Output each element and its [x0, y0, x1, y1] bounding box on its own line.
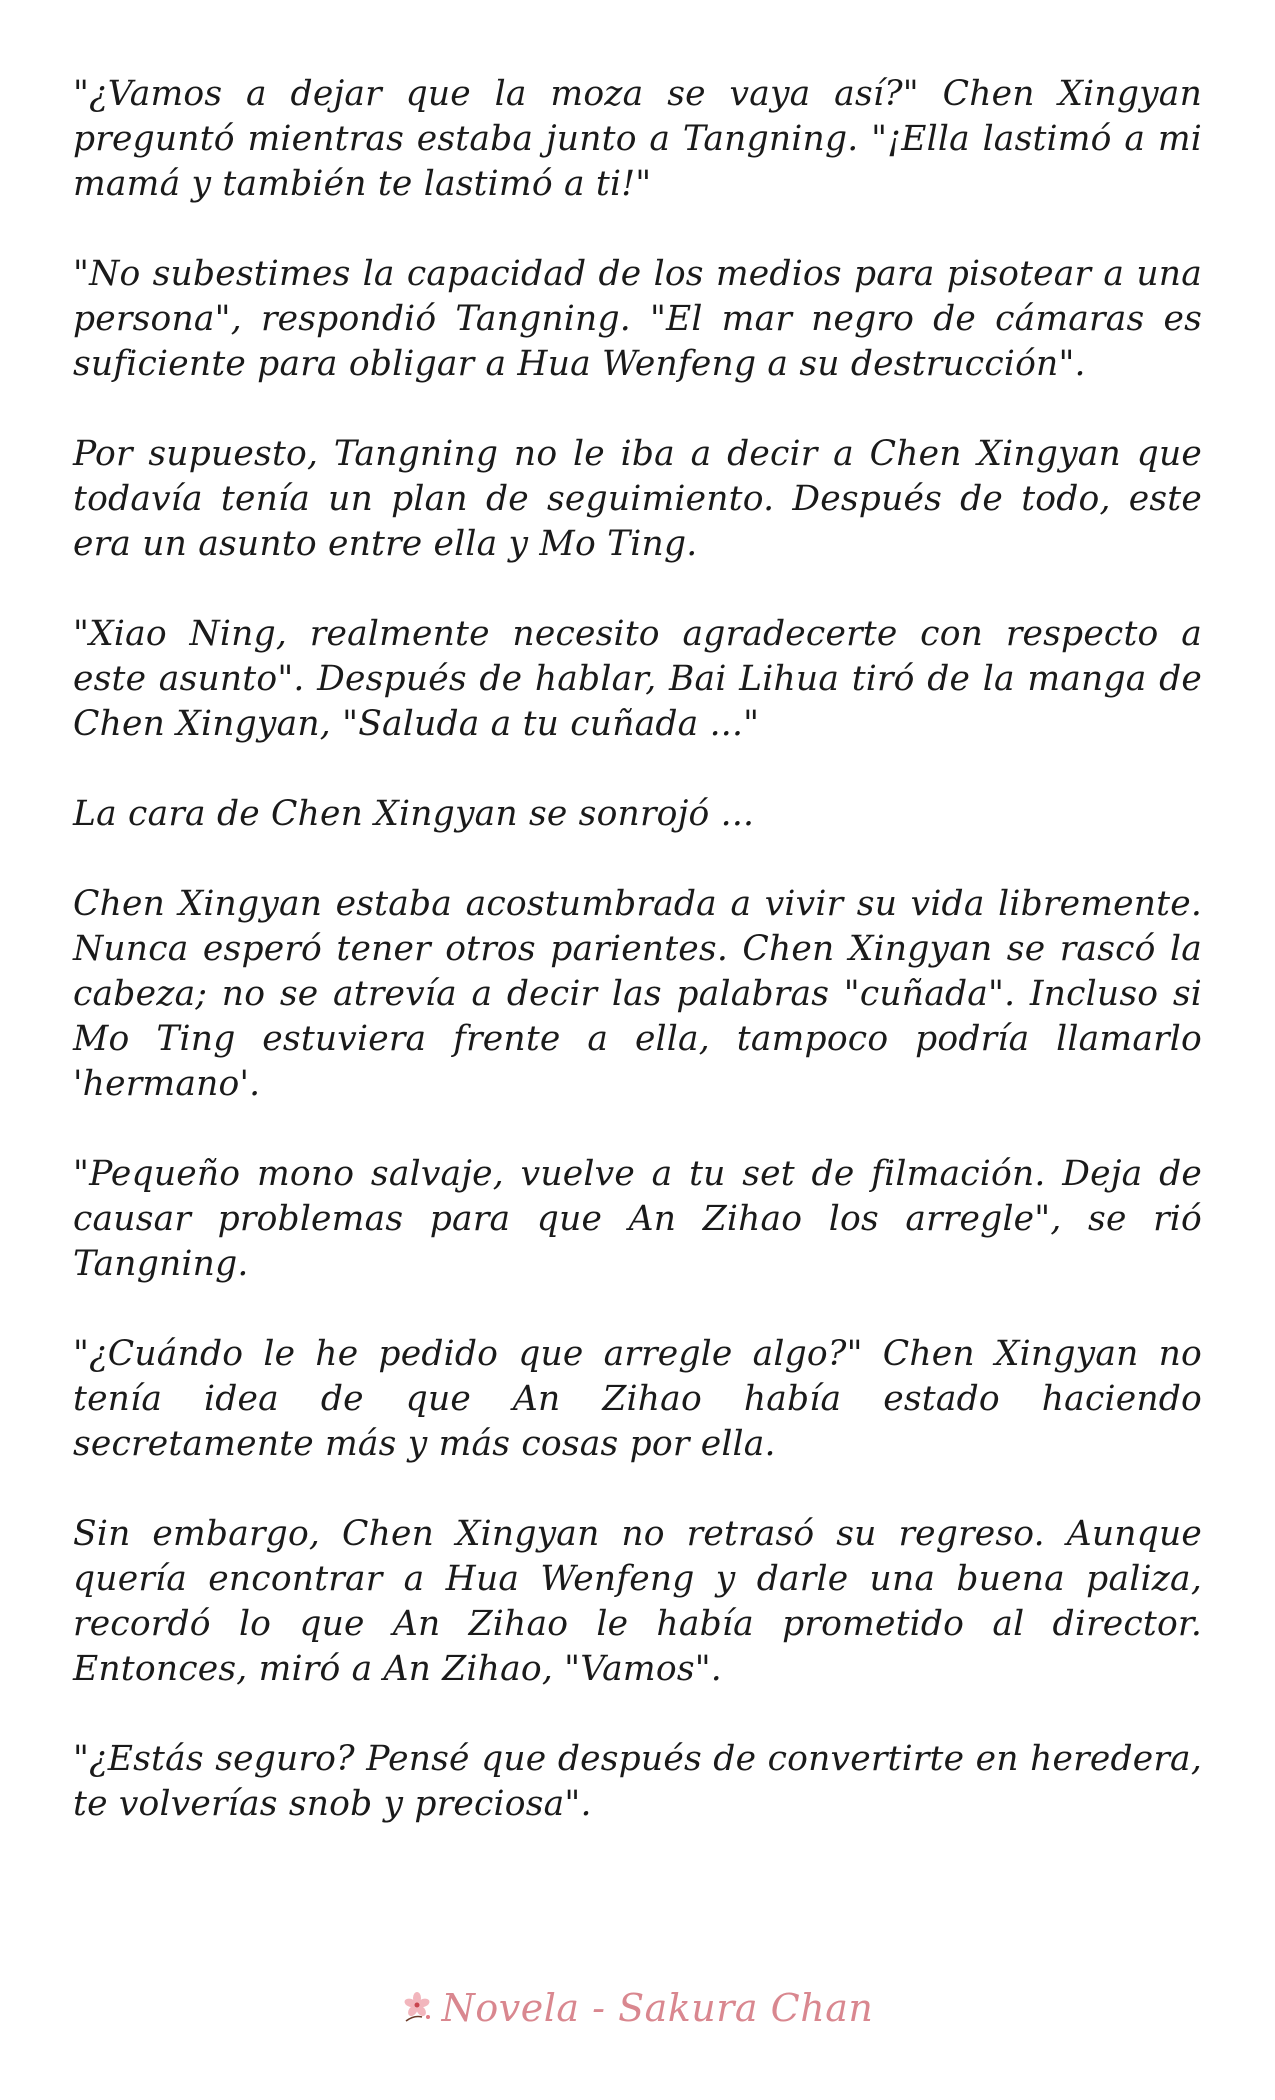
footer-watermark: [0, 1978, 1275, 2038]
paragraph-6: Chen Xingyan estaba acostumbrada a vivir su vida libremente. Nunca esperó tener otros parientes. Chen Xingyan se rascó la cabeza; no se atrevía a decir las palabras "cuñada". Incluso si Mo Ting estuviera frente a ella, tampoco podría llamarlo 'hermano'.: [73, 884, 1202, 1104]
paragraph-4: "Xiao Ning, realmente necesito agradecerte con respecto a este asunto". Después de hablar, Bai Lihua tiró de la manga de Chen Xingyan, "Saluda a tu cuñada ...": [73, 614, 1202, 744]
footer-watermark-text: Novela - Sakura Chan: [441, 1986, 874, 2030]
paragraph-10: "¿Estás seguro? Pensé que después de convertirte en heredera, te volverías snob y preciosa".: [73, 1739, 1202, 1824]
paragraph-1: "¿Vamos a dejar que la moza se vaya así?" Chen Xingyan preguntó mientras estaba junto a Tangning. "¡Ella lastimó a mi mamá y también te lastimó a ti!": [73, 74, 1202, 204]
paragraph-8: "¿Cuándo le he pedido que arregle algo?" Chen Xingyan no tenía idea de que An Zihao había estado haciendo secretamente más y más cosas por ella.: [73, 1334, 1202, 1464]
sakura-flower-icon: [402, 1991, 436, 2025]
paragraph-2: "No subestimes la capacidad de los medios para pisotear a una persona", respondió Tangning. "El mar negro de cámaras es suficiente para obligar a Hua Wenfeng a su destrucción".: [73, 254, 1202, 384]
paragraph-3: Por supuesto, Tangning no le iba a decir a Chen Xingyan que todavía tenía un plan de seguimiento. Después de todo, este era un asunto entre ella y Mo Ting.: [73, 434, 1202, 564]
paragraph-9: Sin embargo, Chen Xingyan no retrasó su regreso. Aunque quería encontrar a Hua Wenfeng y darle una buena paliza, recordó lo que An Zihao le había prometido al director. Entonces, miró a An Zihao, "Vamos".: [73, 1514, 1202, 1689]
footer-watermark-inner: [402, 1986, 874, 2030]
paragraph-5: La cara de Chen Xingyan se sonrojó ...: [73, 794, 755, 834]
paragraph-7: "Pequeño mono salvaje, vuelve a tu set de filmación. Deja de causar problemas para que An Zihao los arregle", se rió Tangning.: [73, 1154, 1202, 1284]
